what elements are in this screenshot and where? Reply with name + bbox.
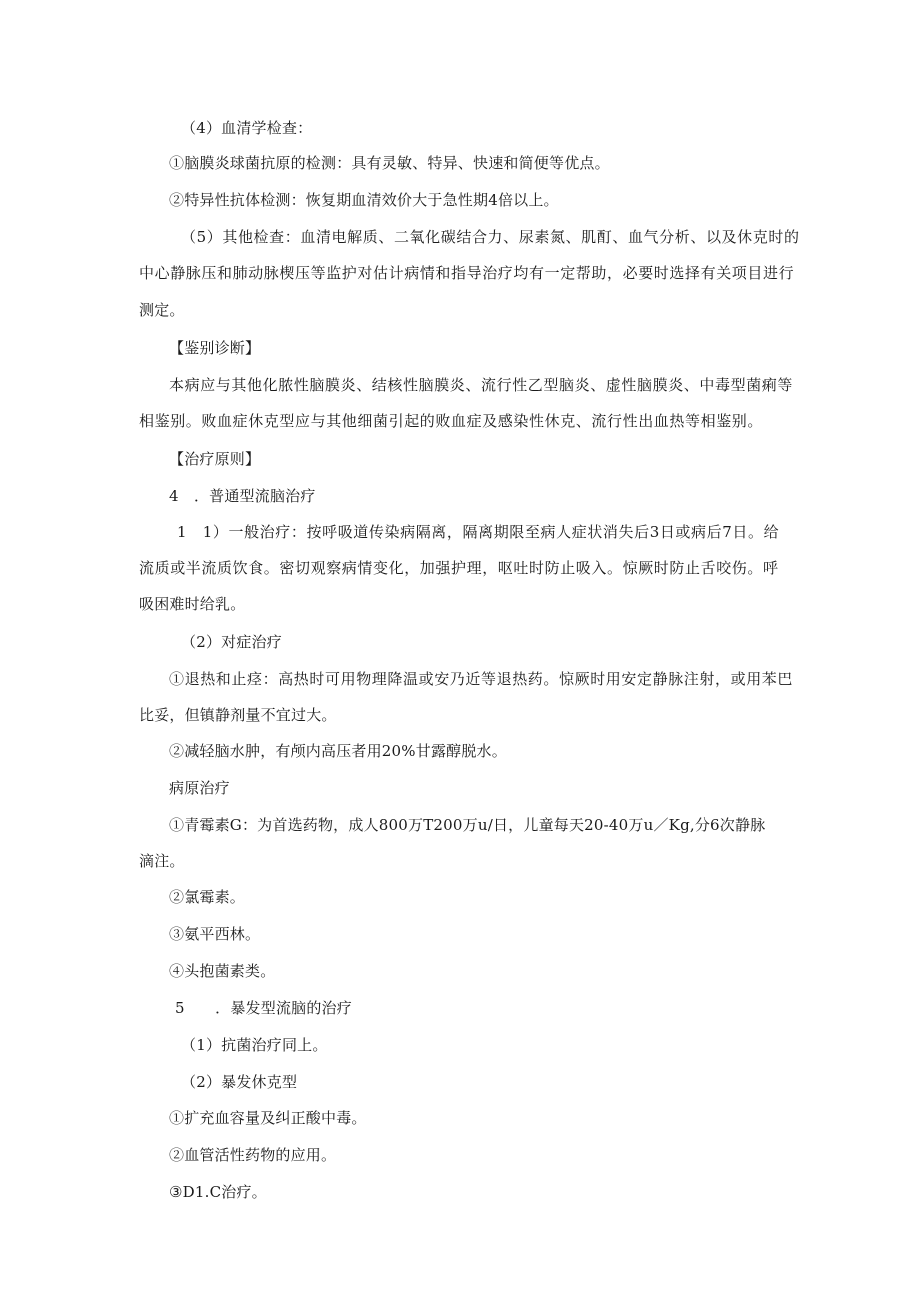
shock-item-2: ②血管活性药物的应用。 [169, 1146, 337, 1164]
serum-test-heading: （4）血清学检查： [181, 119, 313, 137]
other-tests-line-2: 中心静脉压和肺动脉楔压等监护对估计病情和指导治疗均有一定帮助，必要时选择有关项目进行 [139, 264, 795, 282]
treatment-principles-heading: 【治疗原则】 [169, 450, 261, 468]
etiologic-item-4: ④头抱菌素类。 [169, 962, 276, 980]
etiologic-item-2: ②氯霉素。 [169, 888, 246, 906]
serum-test-item-1: ①脑膜炎球菌抗原的检测：具有灵敏、特异、快速和简便等优点。 [169, 154, 610, 172]
symptomatic-treatment-heading: （2）对症治疗 [181, 633, 282, 651]
general-treatment-line-2: 流质或半流质饮食。密切观察病情变化，加强护理，呕吐时防止吸入。惊厥时防止舌咬伤。呼 [139, 559, 779, 577]
general-treatment-line-1: 1 1）一般治疗：按呼吸道传染病隔离，隔离期限至病人症状消失后3日或病后7日。给 [177, 523, 780, 541]
differential-diagnosis-heading: 【鉴别诊断】 [169, 339, 261, 357]
differential-diagnosis-line-2: 相鉴别。败血症休克型应与其他细菌引起的败血症及感染性休克、流行性出血热等相鉴别。 [139, 412, 764, 430]
other-tests-line-3: 测定。 [139, 301, 185, 319]
common-type-treatment-heading: 4 ．普通型流脑治疗 [169, 487, 316, 505]
fulminant-item-1: （1）抗菌治疗同上。 [181, 1036, 328, 1054]
serum-test-item-2: ②特异性抗体检测：恢复期血清效价大于急性期4倍以上。 [169, 191, 559, 209]
general-treatment-line-3: 吸困难时给乳。 [139, 595, 246, 613]
etiologic-item-3: ③氨平西林。 [169, 925, 261, 943]
fulminant-treatment-heading: 5 ．暴发型流脑的治疗 [175, 999, 352, 1017]
etiologic-treatment-heading: 病原治疗 [169, 779, 230, 797]
etiologic-item-1-line-2: 滴注。 [139, 852, 185, 870]
shock-item-1: ①扩充血容量及纠正酸中毒。 [169, 1109, 367, 1127]
fulminant-item-2: （2）暴发休克型 [181, 1073, 298, 1091]
symptomatic-item-2: ②减轻脑水肿，有颅内高压者用20%甘露醇脱水。 [169, 742, 507, 760]
differential-diagnosis-line-1: 本病应与其他化脓性脑膜炎、结核性脑膜炎、流行性乙型脑炎、虚性脑膜炎、中毒型菌痢等 [169, 376, 794, 394]
etiologic-item-1-line-1: ①青霉素G：为首选药物，成人800万T200万u/日，儿童每天20-40万u／Kg,分6次静脉 [169, 816, 766, 834]
symptomatic-item-1-line-1: ①退热和止痉：高热时可用物理降温或安乃近等退热药。惊厥时用安定静脉注射，或用苯巴 [169, 670, 794, 688]
other-tests-line-1: （5）其他检查：血清电解质、二氧化碳结合力、尿素氮、肌酊、血气分析、以及休克时的 [181, 228, 800, 246]
shock-item-3: ③D1.C治疗。 [169, 1183, 267, 1201]
symptomatic-item-1-line-2: 比妥，但镇静剂量不宜过大。 [139, 706, 337, 724]
